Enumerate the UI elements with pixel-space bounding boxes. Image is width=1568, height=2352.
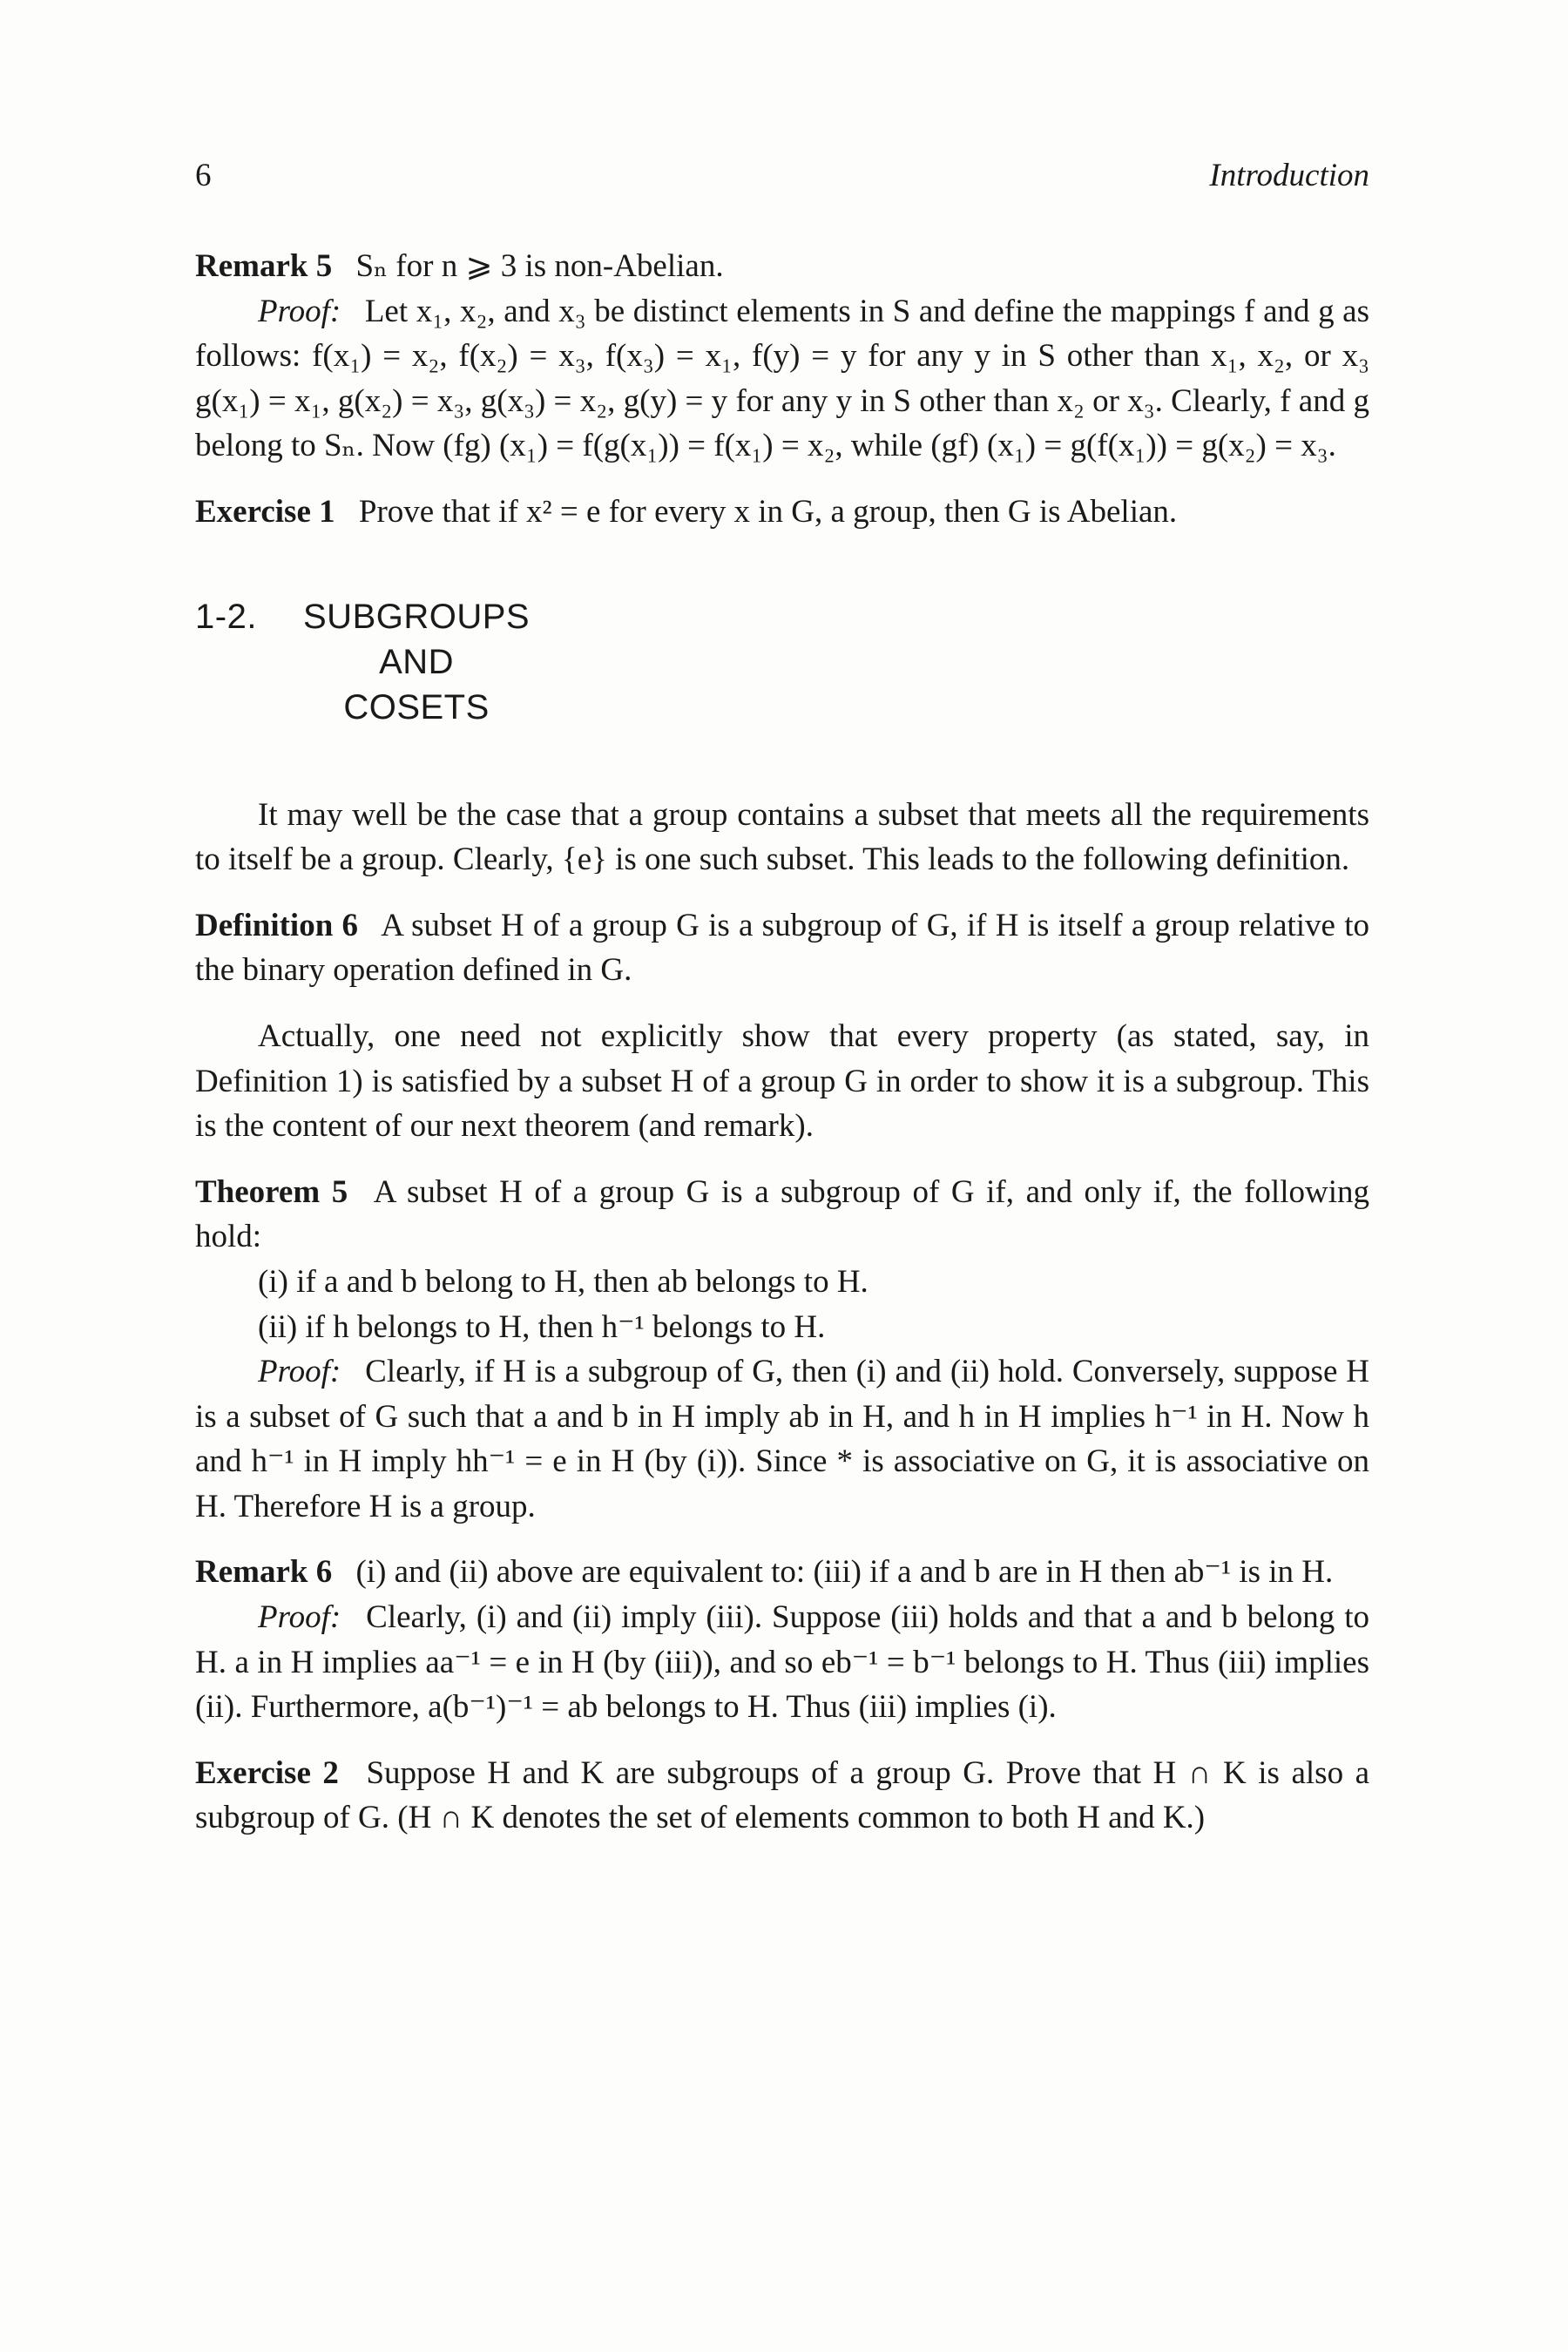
remark-5-proof-label: Proof: bbox=[258, 293, 341, 329]
exercise-1-label: Exercise 1 bbox=[195, 493, 335, 530]
page-number: 6 bbox=[195, 158, 212, 193]
section-number: 1-2. bbox=[195, 597, 257, 636]
theorem-5-proof-text: Clearly, if H is a subgroup of G, then (i) and (ii) hold. Conversely, suppose H is a subset of G such that a and b in H imply ab in H, and h in H implies h⁻¹ in H. Now h and h⁻¹ in H imply hh⁻¹ = e in H (by (i)). Since * is associative on G, it is associative on H. Therefore H is a group. bbox=[195, 1354, 1369, 1524]
book-page bbox=[195, 157, 1369, 1841]
exercise-2-text: Suppose H and K are subgroups of a group G. Prove that H ∩ K is also a subgroup of G. (H ∩ K denotes the set of elements common to both H and K.) bbox=[195, 1754, 1370, 1836]
remark-5 bbox=[195, 244, 1369, 289]
theorem-5-proof-label: Proof: bbox=[258, 1354, 341, 1390]
remark-6-proof-text: Clearly, (i) and (ii) imply (iii). Suppose (iii) holds and that a and b belong to H. a in H implies aa⁻¹ = e in H (by (iii)), and so eb⁻¹ = b⁻¹ belongs to H. Thus (iii) implies (ii). Furthermore, a(b⁻¹)⁻¹ = ab belongs to H. Thus (iii) implies (i). bbox=[195, 1599, 1369, 1726]
running-title: Introduction bbox=[1209, 158, 1369, 193]
section-heading bbox=[195, 594, 1369, 730]
remark-5-label: Remark 5 bbox=[195, 248, 333, 284]
actually-paragraph: Actually, one need not explicitly show that every property (as stated, say, in Definition 1) is satisfied by a subset H of a group G in order to show it is a subgroup. This is the content of our next theorem (and remark). bbox=[195, 1017, 1369, 1145]
theorem-5-label: Theorem 5 bbox=[195, 1173, 348, 1210]
running-head bbox=[195, 157, 1369, 195]
remark-5-statement: Sₙ for n ⩾ 3 is non-Abelian. bbox=[355, 248, 724, 284]
definition-6-text: A subset H of a group G is a subgroup of G, if H is itself a group relative to the binary operation defined in G. bbox=[195, 907, 1370, 989]
remark-6-label: Remark 6 bbox=[195, 1554, 333, 1591]
remark-6 bbox=[195, 1550, 1369, 1595]
section-title-line-3: COSETS bbox=[343, 687, 490, 727]
exercise-2-label: Exercise 2 bbox=[195, 1754, 339, 1791]
theorem-5-condition-ii: (ii) if h belongs to H, then h⁻¹ belongs to H. bbox=[258, 1308, 826, 1345]
remark-6-text: (i) and (ii) above are equivalent to: (iii) if a and b are in H then ab⁻¹ is in H. bbox=[355, 1554, 1334, 1591]
remark-6-proof bbox=[195, 1595, 1369, 1730]
theorem-5 bbox=[195, 1170, 1369, 1260]
intro-paragraph: It may well be the case that a group contains a subset that meets all the requirements to itself be a group. Clearly, {e} is one such subset. This leads to the following definition. bbox=[195, 796, 1369, 878]
definition-6 bbox=[195, 903, 1369, 993]
section-title-line-2: AND bbox=[379, 642, 455, 681]
section-title-line-1: SUBGROUPS bbox=[303, 597, 531, 636]
theorem-5-condition-i: (i) if a and b belong to H, then ab belongs to H. bbox=[258, 1263, 868, 1300]
remark-5-proof bbox=[195, 289, 1369, 469]
remark-6-proof-label: Proof: bbox=[258, 1599, 341, 1636]
exercise-2 bbox=[195, 1751, 1369, 1841]
theorem-5-proof bbox=[195, 1349, 1369, 1529]
definition-6-label: Definition 6 bbox=[195, 907, 359, 943]
exercise-1-text: Prove that if x² = e for every x in G, a group, then G is Abelian. bbox=[358, 493, 1178, 530]
theorem-5-text: A subset H of a group G is a subgroup of G if, and only if, the following hold: bbox=[195, 1173, 1369, 1255]
exercise-1 bbox=[195, 490, 1369, 535]
remark-5-proof-text: Let x₁, x₂, and x₃ be distinct elements in S and define the mappings f and g as follows: f(x₁) = x₂, f(x₂) = x₃, f(x₃) = x₁, f(y) = y for any y in S other than x₁, x₂, or x₃ g(x₁) = x₁, g(x₂) = x₃, g(x₃) = x₂, g(y) = y for any y in S other than x₂ or x₃. Clearly, f and g belong to Sₙ. Now (fg) (x₁) = f(g(x₁)) = f(x₁) = x₂, while (gf) (x₁) = g(f(x₁)) = g(x₂) = x₃. bbox=[195, 293, 1369, 464]
